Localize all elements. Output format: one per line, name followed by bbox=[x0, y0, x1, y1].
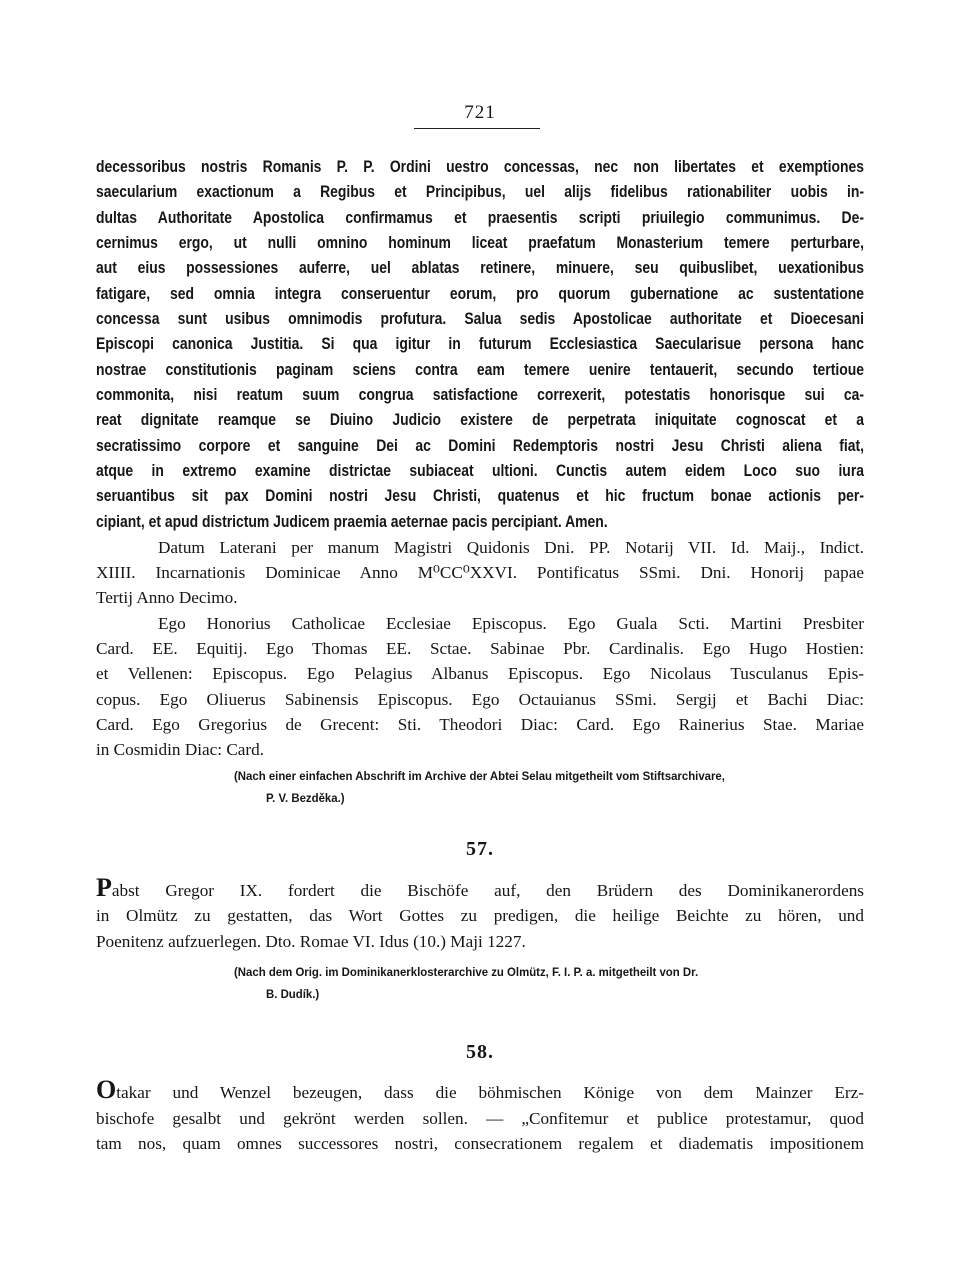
drop-capital: P bbox=[96, 873, 112, 902]
signature-line: Card. Ego Gregorius de Grecent: Sti. Theodori Diac: Card. Ego Rainerius Stae. Mariae bbox=[96, 715, 864, 734]
section-heading-line: Poenitenz aufzuerlegen. Dto. Romae VI. Idus (10.) Maji 1227. bbox=[96, 932, 526, 951]
charter-line: atque in extremo examine districtae subiaceat ultioni. Cunctis autem eidem Loco suo iura bbox=[96, 462, 864, 480]
source-note: (Nach dem Orig. im Dominikanerklosterarchive zu Olmütz, F. I. P. a. mitgetheilt von Dr. bbox=[234, 965, 699, 979]
heading-text: takar und Wenzel bezeugen, dass die böhmischen Könige von dem Mainzer Erz- bbox=[116, 1083, 864, 1102]
header-rule bbox=[414, 128, 540, 129]
section-heading-line: bischofe gesalbt und gekrönt werden sollen. — „Confitemur et publice protestamur, quod bbox=[96, 1109, 864, 1128]
charter-line: nostrae constitutionis paginam sciens contra eam temere uenire tentauerit, secundo tertioue bbox=[96, 361, 864, 379]
charter-line: saecularium exactionum a Regibus et Principibus, uel alijs fidelibus rationabiliter uobis in- bbox=[96, 183, 864, 201]
charter-line: cipiant, et apud districtum Judicem praemia aeternae pacis percipiant. Amen. bbox=[96, 513, 608, 531]
section-heading-line: tam nos, quam omnes successores nostri, consecrationem regalem et diadematis impositionem bbox=[96, 1134, 864, 1153]
signature-line: Ego Honorius Catholicae Ecclesiae Episcopus. Ego Guala Scti. Martini Presbiter bbox=[158, 614, 864, 633]
signature-line: in Cosmidin Diac: Card. bbox=[96, 740, 265, 759]
datum-line: Tertij Anno Decimo. bbox=[96, 588, 238, 607]
signature-line: copus. Ego Oliuerus Sabinensis Episcopus. Ego Octauianus SSmi. Sergij et Bachi Diac: bbox=[96, 690, 864, 709]
charter-line: dultas Authoritate Apostolica confirmamus et praesentis scripti priuilegio communimus. De- bbox=[96, 209, 864, 227]
charter-line: fatigare, sed omnia integra conseruentur eorum, pro quorum gubernatione ac sustentatione bbox=[96, 285, 864, 303]
section-number: 57. bbox=[466, 838, 494, 860]
charter-line: commonita, nisi reatum suum congrua satisfactione correxerit, potestatis honorisque sui ca- bbox=[96, 386, 864, 404]
source-note: B. Dudík.) bbox=[266, 987, 320, 1001]
charter-line: decessoribus nostris Romanis P. P. Ordini uestro concessas, nec non libertates et exemptiones bbox=[96, 158, 864, 176]
section-heading-line bbox=[96, 1075, 864, 1104]
page-number: 721 bbox=[464, 102, 496, 123]
drop-capital: O bbox=[96, 1075, 117, 1104]
source-note: (Nach einer einfachen Abschrift im Archive der Abtei Selau mitgetheilt vom Stiftsarchivare, bbox=[234, 769, 725, 783]
charter-line: aut eius possessiones auferre, uel ablatas retinere, minuere, seu quibuslibet, uexationibus bbox=[96, 259, 864, 277]
section-number: 58. bbox=[466, 1041, 494, 1063]
charter-line: concessa sunt usibus omnimodis profutura. Salua sedis Apostolicae authoritate et Dioecesani bbox=[96, 310, 864, 328]
heading-text: abst Gregor IX. fordert die Bischöfe auf, den Brüdern des Dominikanerordens bbox=[111, 881, 864, 900]
section-heading-line bbox=[96, 873, 864, 902]
signature-line: Card. EE. Equitij. Ego Thomas EE. Sctae. Sabinae Pbr. Cardinalis. Ego Hugo Hostien: bbox=[96, 639, 864, 658]
charter-line: secratissimo corpore et sanguine Dei ac Domini Redemptoris nostri Jesu Christi aliena fiat, bbox=[96, 437, 864, 455]
charter-line: Episcopi canonica Justitia. Si qua igitur in futurum Ecclesiastica Saecularisue persona hanc bbox=[96, 335, 864, 353]
signature-line: et Vellenen: Episcopus. Ego Pelagius Albanus Episcopus. Ego Nicolaus Tusculanus Epis- bbox=[96, 664, 864, 683]
charter-line: cernimus ergo, ut nulli omnino hominum liceat praefatum Monasterium temere perturbare, bbox=[96, 234, 864, 252]
section-heading-line: in Olmütz zu gestatten, das Wort Gottes zu predigen, die heilige Beichte zu hören, und bbox=[96, 906, 864, 925]
datum-line: Datum Laterani per manum Magistri Quidonis Dni. PP. Notarij VII. Id. Maij., Indict. bbox=[158, 538, 864, 557]
charter-line: seruantibus sit pax Domini nostri Jesu Christi, quatenus et hic fructum bonae actionis per- bbox=[96, 487, 864, 505]
datum-line: XIIII. Incarnationis Dominicae Anno M⁰CC⁰XXVI. Pontificatus SSmi. Dni. Honorij papae bbox=[96, 563, 864, 582]
source-note: P. V. Bezděka.) bbox=[266, 791, 345, 805]
charter-line: reat dignitate reamque se Diuino Judicio existere de perpetrata iniquitate cognoscat et a bbox=[96, 411, 864, 429]
